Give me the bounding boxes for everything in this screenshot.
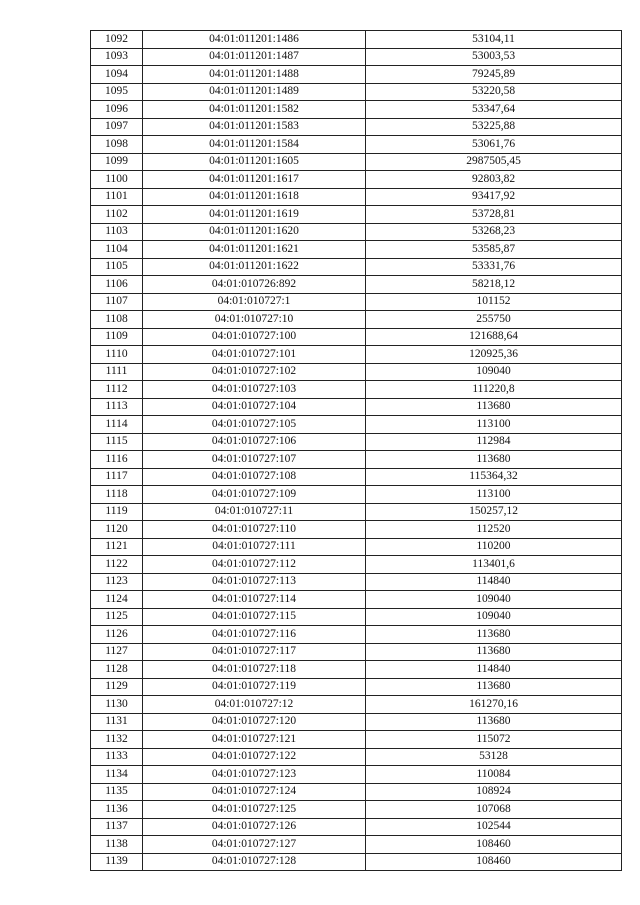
cadastral-number-cell: 04:01:010727:124 xyxy=(143,783,366,801)
cadastral-number-cell: 04:01:010727:113 xyxy=(143,573,366,591)
value-cell: 113100 xyxy=(366,416,622,434)
cadastral-number-cell: 04:01:010727:108 xyxy=(143,468,366,486)
value-cell: 113680 xyxy=(366,643,622,661)
cadastral-number-cell: 04:01:010727:122 xyxy=(143,748,366,766)
row-number-cell: 1123 xyxy=(91,573,143,591)
table-row xyxy=(91,801,622,819)
row-number-cell: 1139 xyxy=(91,853,143,871)
table-row xyxy=(91,643,622,661)
table-row xyxy=(91,136,622,154)
table-body xyxy=(91,31,622,871)
row-number-cell: 1101 xyxy=(91,188,143,206)
row-number-cell: 1103 xyxy=(91,223,143,241)
row-number-cell: 1126 xyxy=(91,626,143,644)
cadastral-number-cell: 04:01:010727:115 xyxy=(143,608,366,626)
cadastral-number-cell: 04:01:010727:127 xyxy=(143,836,366,854)
value-cell: 109040 xyxy=(366,608,622,626)
cadastral-number-cell: 04:01:011201:1486 xyxy=(143,31,366,49)
value-cell: 121688,64 xyxy=(366,328,622,346)
table-row xyxy=(91,311,622,329)
cadastral-number-cell: 04:01:010727:128 xyxy=(143,853,366,871)
row-number-cell: 1102 xyxy=(91,206,143,224)
table-row xyxy=(91,608,622,626)
row-number-cell: 1105 xyxy=(91,258,143,276)
table-row xyxy=(91,503,622,521)
table-row xyxy=(91,696,622,714)
cadastral-table xyxy=(90,30,622,871)
row-number-cell: 1120 xyxy=(91,521,143,539)
value-cell: 102544 xyxy=(366,818,622,836)
cadastral-number-cell: 04:01:010727:112 xyxy=(143,556,366,574)
table-row xyxy=(91,153,622,171)
table-row xyxy=(91,381,622,399)
row-number-cell: 1138 xyxy=(91,836,143,854)
row-number-cell: 1122 xyxy=(91,556,143,574)
row-number-cell: 1097 xyxy=(91,118,143,136)
row-number-cell: 1119 xyxy=(91,503,143,521)
row-number-cell: 1134 xyxy=(91,766,143,784)
value-cell: 93417,92 xyxy=(366,188,622,206)
table-row xyxy=(91,748,622,766)
row-number-cell: 1110 xyxy=(91,346,143,364)
value-cell: 112520 xyxy=(366,521,622,539)
table-row xyxy=(91,451,622,469)
value-cell: 108460 xyxy=(366,853,622,871)
cadastral-number-cell: 04:01:010727:11 xyxy=(143,503,366,521)
value-cell: 113680 xyxy=(366,626,622,644)
table-row xyxy=(91,468,622,486)
value-cell: 53728,81 xyxy=(366,206,622,224)
row-number-cell: 1121 xyxy=(91,538,143,556)
table-row xyxy=(91,118,622,136)
value-cell: 92803,82 xyxy=(366,171,622,189)
cadastral-number-cell: 04:01:011201:1583 xyxy=(143,118,366,136)
table-row xyxy=(91,276,622,294)
cadastral-number-cell: 04:01:010727:101 xyxy=(143,346,366,364)
value-cell: 150257,12 xyxy=(366,503,622,521)
value-cell: 2987505,45 xyxy=(366,153,622,171)
cadastral-number-cell: 04:01:011201:1605 xyxy=(143,153,366,171)
cadastral-number-cell: 04:01:010727:1 xyxy=(143,293,366,311)
row-number-cell: 1116 xyxy=(91,451,143,469)
value-cell: 108924 xyxy=(366,783,622,801)
cadastral-number-cell: 04:01:011201:1582 xyxy=(143,101,366,119)
row-number-cell: 1115 xyxy=(91,433,143,451)
value-cell: 58218,12 xyxy=(366,276,622,294)
row-number-cell: 1092 xyxy=(91,31,143,49)
value-cell: 53003,53 xyxy=(366,48,622,66)
row-number-cell: 1118 xyxy=(91,486,143,504)
row-number-cell: 1113 xyxy=(91,398,143,416)
table-row xyxy=(91,573,622,591)
value-cell: 53225,88 xyxy=(366,118,622,136)
value-cell: 112984 xyxy=(366,433,622,451)
value-cell: 113680 xyxy=(366,678,622,696)
row-number-cell: 1093 xyxy=(91,48,143,66)
table-row xyxy=(91,293,622,311)
value-cell: 113100 xyxy=(366,486,622,504)
row-number-cell: 1106 xyxy=(91,276,143,294)
row-number-cell: 1109 xyxy=(91,328,143,346)
table-row xyxy=(91,363,622,381)
row-number-cell: 1135 xyxy=(91,783,143,801)
table-row xyxy=(91,66,622,84)
cadastral-number-cell: 04:01:010727:118 xyxy=(143,661,366,679)
value-cell: 53104,11 xyxy=(366,31,622,49)
value-cell: 53128 xyxy=(366,748,622,766)
value-cell: 79245,89 xyxy=(366,66,622,84)
cadastral-number-cell: 04:01:010727:114 xyxy=(143,591,366,609)
cadastral-number-cell: 04:01:010727:104 xyxy=(143,398,366,416)
row-number-cell: 1094 xyxy=(91,66,143,84)
table-row xyxy=(91,818,622,836)
cadastral-number-cell: 04:01:010727:10 xyxy=(143,311,366,329)
table-row xyxy=(91,188,622,206)
value-cell: 255750 xyxy=(366,311,622,329)
cadastral-number-cell: 04:01:010727:117 xyxy=(143,643,366,661)
table-row xyxy=(91,328,622,346)
row-number-cell: 1096 xyxy=(91,101,143,119)
table-row xyxy=(91,556,622,574)
table-row xyxy=(91,416,622,434)
table-row xyxy=(91,836,622,854)
cadastral-number-cell: 04:01:010727:125 xyxy=(143,801,366,819)
cadastral-number-cell: 04:01:010727:121 xyxy=(143,731,366,749)
value-cell: 111220,8 xyxy=(366,381,622,399)
value-cell: 101152 xyxy=(366,293,622,311)
value-cell: 161270,16 xyxy=(366,696,622,714)
cadastral-number-cell: 04:01:010727:111 xyxy=(143,538,366,556)
row-number-cell: 1129 xyxy=(91,678,143,696)
row-number-cell: 1133 xyxy=(91,748,143,766)
table-row xyxy=(91,223,622,241)
table-row xyxy=(91,101,622,119)
value-cell: 113680 xyxy=(366,451,622,469)
value-cell: 115364,32 xyxy=(366,468,622,486)
value-cell: 107068 xyxy=(366,801,622,819)
value-cell: 113680 xyxy=(366,713,622,731)
row-number-cell: 1131 xyxy=(91,713,143,731)
table-row xyxy=(91,591,622,609)
cadastral-number-cell: 04:01:010727:116 xyxy=(143,626,366,644)
table-row xyxy=(91,783,622,801)
table-row xyxy=(91,538,622,556)
table-row xyxy=(91,171,622,189)
row-number-cell: 1100 xyxy=(91,171,143,189)
value-cell: 109040 xyxy=(366,591,622,609)
table-row xyxy=(91,258,622,276)
row-number-cell: 1098 xyxy=(91,136,143,154)
value-cell: 110084 xyxy=(366,766,622,784)
cadastral-number-cell: 04:01:011201:1618 xyxy=(143,188,366,206)
row-number-cell: 1108 xyxy=(91,311,143,329)
row-number-cell: 1111 xyxy=(91,363,143,381)
value-cell: 53347,64 xyxy=(366,101,622,119)
table-row xyxy=(91,713,622,731)
cadastral-number-cell: 04:01:011201:1488 xyxy=(143,66,366,84)
row-number-cell: 1107 xyxy=(91,293,143,311)
cadastral-number-cell: 04:01:011201:1619 xyxy=(143,206,366,224)
cadastral-number-cell: 04:01:010727:107 xyxy=(143,451,366,469)
value-cell: 114840 xyxy=(366,573,622,591)
row-number-cell: 1127 xyxy=(91,643,143,661)
value-cell: 113401,6 xyxy=(366,556,622,574)
row-number-cell: 1128 xyxy=(91,661,143,679)
table-row xyxy=(91,521,622,539)
table-row xyxy=(91,678,622,696)
row-number-cell: 1114 xyxy=(91,416,143,434)
value-cell: 113680 xyxy=(366,398,622,416)
value-cell: 53268,23 xyxy=(366,223,622,241)
cadastral-number-cell: 04:01:010727:106 xyxy=(143,433,366,451)
row-number-cell: 1130 xyxy=(91,696,143,714)
value-cell: 53585,87 xyxy=(366,241,622,259)
row-number-cell: 1137 xyxy=(91,818,143,836)
table-row xyxy=(91,398,622,416)
cadastral-number-cell: 04:01:010727:119 xyxy=(143,678,366,696)
table-row xyxy=(91,661,622,679)
table-row xyxy=(91,433,622,451)
value-cell: 120925,36 xyxy=(366,346,622,364)
value-cell: 110200 xyxy=(366,538,622,556)
value-cell: 53220,58 xyxy=(366,83,622,101)
table-row xyxy=(91,346,622,364)
cadastral-number-cell: 04:01:011201:1489 xyxy=(143,83,366,101)
cadastral-number-cell: 04:01:011201:1617 xyxy=(143,171,366,189)
row-number-cell: 1124 xyxy=(91,591,143,609)
table-row xyxy=(91,626,622,644)
row-number-cell: 1104 xyxy=(91,241,143,259)
row-number-cell: 1132 xyxy=(91,731,143,749)
cadastral-number-cell: 04:01:011201:1622 xyxy=(143,258,366,276)
cadastral-number-cell: 04:01:010727:103 xyxy=(143,381,366,399)
table-row xyxy=(91,48,622,66)
value-cell: 109040 xyxy=(366,363,622,381)
row-number-cell: 1125 xyxy=(91,608,143,626)
value-cell: 53331,76 xyxy=(366,258,622,276)
row-number-cell: 1117 xyxy=(91,468,143,486)
table-row xyxy=(91,241,622,259)
cadastral-number-cell: 04:01:011201:1487 xyxy=(143,48,366,66)
table-row xyxy=(91,731,622,749)
table-row xyxy=(91,31,622,49)
table-row xyxy=(91,206,622,224)
cadastral-number-cell: 04:01:010727:110 xyxy=(143,521,366,539)
value-cell: 114840 xyxy=(366,661,622,679)
cadastral-number-cell: 04:01:010727:120 xyxy=(143,713,366,731)
row-number-cell: 1099 xyxy=(91,153,143,171)
cadastral-number-cell: 04:01:011201:1620 xyxy=(143,223,366,241)
cadastral-number-cell: 04:01:010726:892 xyxy=(143,276,366,294)
cadastral-number-cell: 04:01:011201:1584 xyxy=(143,136,366,154)
value-cell: 53061,76 xyxy=(366,136,622,154)
cadastral-number-cell: 04:01:010727:123 xyxy=(143,766,366,784)
cadastral-number-cell: 04:01:010727:105 xyxy=(143,416,366,434)
cadastral-number-cell: 04:01:010727:109 xyxy=(143,486,366,504)
value-cell: 115072 xyxy=(366,731,622,749)
table-row xyxy=(91,766,622,784)
table-row xyxy=(91,853,622,871)
cadastral-number-cell: 04:01:010727:12 xyxy=(143,696,366,714)
row-number-cell: 1112 xyxy=(91,381,143,399)
row-number-cell: 1095 xyxy=(91,83,143,101)
table-row xyxy=(91,83,622,101)
value-cell: 108460 xyxy=(366,836,622,854)
cadastral-number-cell: 04:01:010727:102 xyxy=(143,363,366,381)
row-number-cell: 1136 xyxy=(91,801,143,819)
table-row xyxy=(91,486,622,504)
cadastral-number-cell: 04:01:011201:1621 xyxy=(143,241,366,259)
cadastral-number-cell: 04:01:010727:100 xyxy=(143,328,366,346)
cadastral-number-cell: 04:01:010727:126 xyxy=(143,818,366,836)
